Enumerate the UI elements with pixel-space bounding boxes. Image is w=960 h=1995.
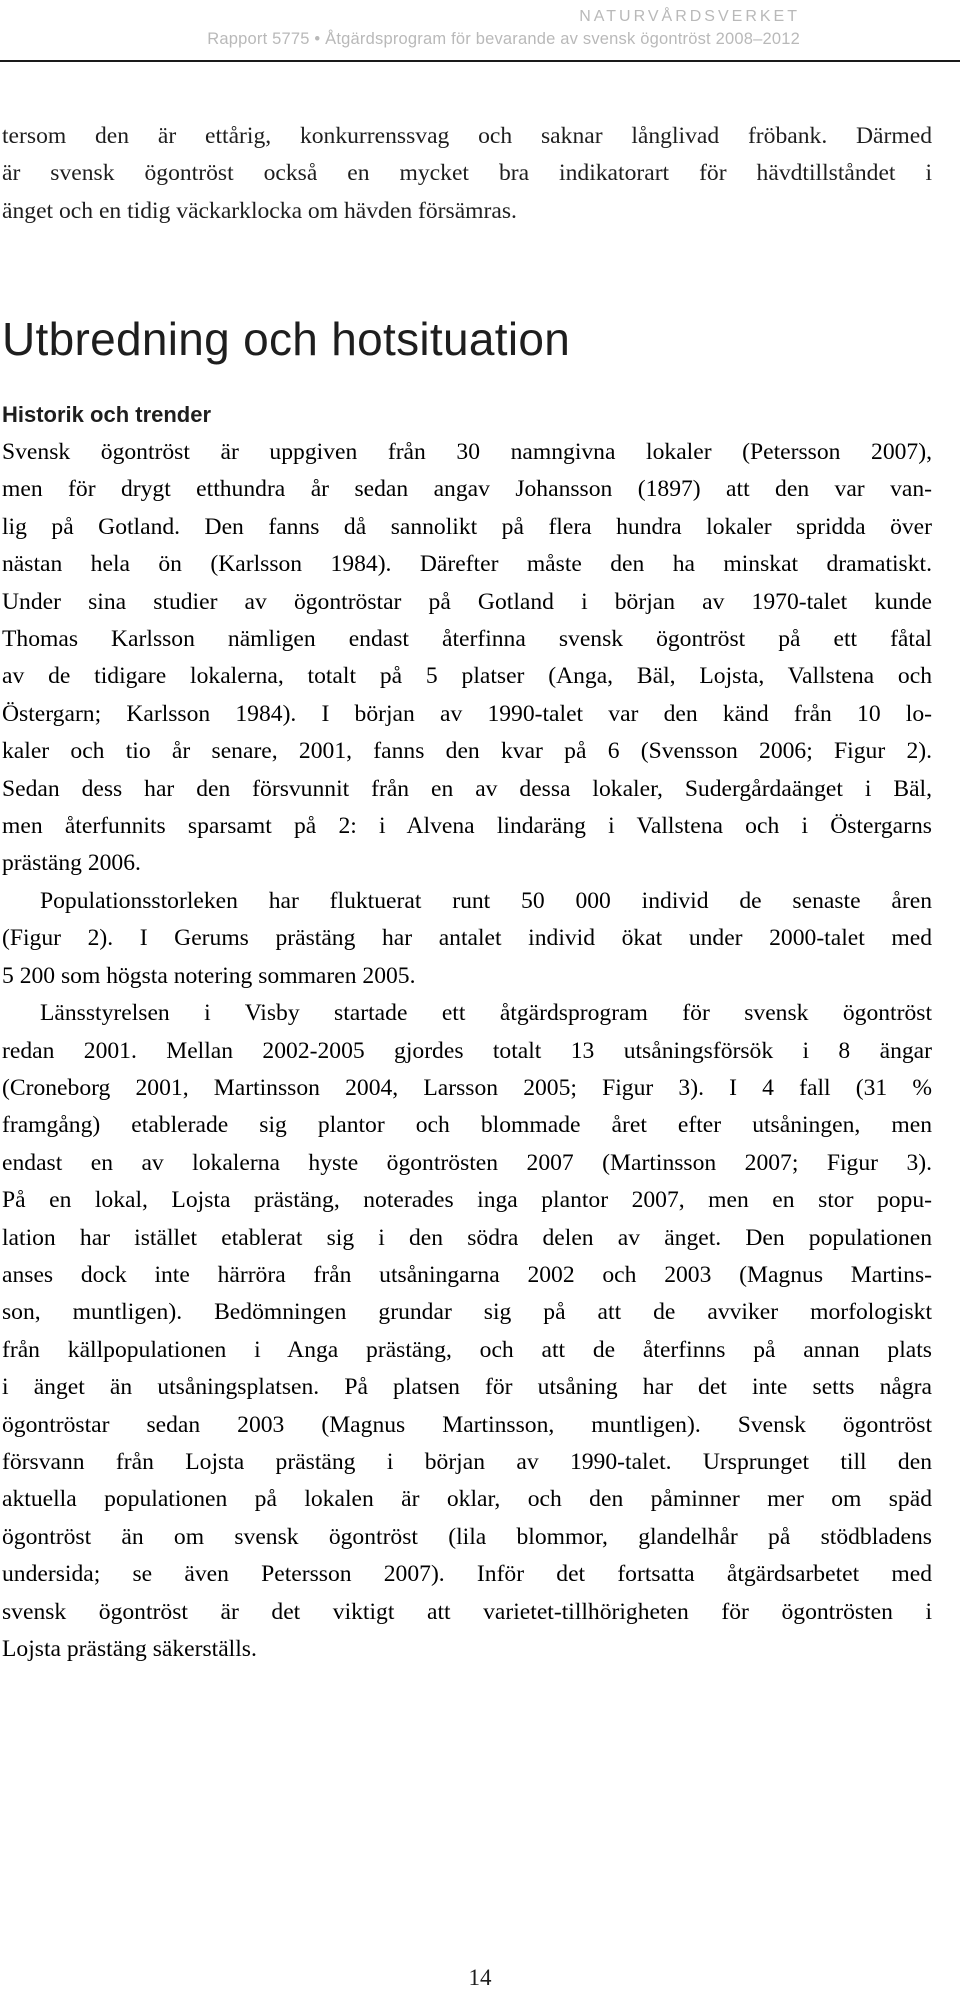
subheading: Historik och trender xyxy=(2,402,212,427)
text-line: undersida; se även Petersson 2007). Inför det fortsatta åtgärdsarbetet med xyxy=(2,1561,932,1588)
text-line: kaler och tio år senare, 2001, fanns den kvar på 6 (Svensson 2006; Figur 2). xyxy=(2,738,932,765)
text-line: i änget än utsåningsplatsen. På platsen för utsåning har det inte setts några xyxy=(2,1374,932,1401)
text-line: Sedan dess har den försvunnit från en av dessa lokaler, Sudergårdaänget i Bäl, xyxy=(2,775,932,802)
organization-name: NATURVÅRDSVERKET xyxy=(579,8,800,25)
text-line: men för drygt etthundra år sedan angav Johansson (1897) att den var van- xyxy=(2,476,932,503)
text-line: lation har istället etablerat sig i den södra delen av änget. Den populationen xyxy=(2,1224,932,1251)
text-line: prästäng 2006. xyxy=(2,850,141,877)
report-title: Rapport 5775 • Åtgärdsprogram för bevarande av svensk ögontröst 2008–2012 xyxy=(207,30,800,48)
text-line: redan 2001. Mellan 2002-2005 gjordes totalt 13 utsåningsförsök i 8 ängar xyxy=(2,1037,932,1064)
text-line: tersom den är ettårig, konkurrenssvag och saknar långlivad fröbank. Därmed xyxy=(2,123,932,149)
text-line: endast en av lokalerna hyste ögontrösten 2007 (Martinsson 2007; Figur 3). xyxy=(2,1149,932,1176)
running-header xyxy=(207,6,800,50)
paragraph xyxy=(2,995,932,1668)
text-line: Länsstyrelsen i Visby startade ett åtgärdsprogram för svensk ögontröst xyxy=(40,1000,932,1027)
text-line: Svensk ögontröst är uppgiven från 30 namngivna lokaler (Petersson 2007), xyxy=(2,439,932,465)
text-line: Lojsta prästäng säkerställs. xyxy=(2,1636,257,1662)
header-rule xyxy=(0,60,960,62)
text-line: ögontröstar sedan 2003 (Magnus Martinsson, muntligen). Svensk ögontröst xyxy=(2,1411,932,1438)
text-line: är svensk ögontröst också en mycket bra indikatorart för hävdtillståndet i xyxy=(2,160,932,187)
text-line: Populationsstorleken har fluktuerat runt 50 000 individ de senaste åren xyxy=(40,887,932,914)
text-line: anses dock inte härröra från utsåningarna 2002 och 2003 (Magnus Martins- xyxy=(2,1261,932,1288)
text-line: framgång) etablerade sig plantor och blommade året efter utsåningen, men xyxy=(2,1112,932,1139)
text-line: Under sina studier av ögontröstar på Gotland i början av 1970-talet kunde xyxy=(2,588,932,615)
text-line: men återfunnits sparsamt på 2: i Alvena lindaräng i Vallstena och i Östergarns xyxy=(2,813,932,840)
text-line: (Figur 2). I Gerums prästäng har antalet individ ökat under 2000-talet med xyxy=(2,925,932,952)
text-line: Östergarn; Karlsson 1984). I början av 1990-talet var den känd från 10 lo- xyxy=(2,700,932,727)
text-line: lig på Gotland. Den fanns då sannolikt på flera hundra lokaler spridda över xyxy=(2,513,932,540)
text-line: änget och en tidig väckarklocka om hävden försämras. xyxy=(2,197,517,224)
intro-paragraph xyxy=(2,118,932,230)
text-line: aktuella populationen på lokalen är oklar, och den påminner mer om späd xyxy=(2,1486,932,1513)
section-title: Utbredning och hotsituation xyxy=(2,313,571,365)
text-line: son, muntligen). Bedömningen grundar sig på att de avviker morfologiskt xyxy=(2,1299,932,1326)
text-line: Thomas Karlsson nämligen endast återfinna svensk ögontröst på ett fåtal xyxy=(2,626,932,653)
text-line: ögontröst än om svensk ögontröst (lila blommor, glandelhår på stödbladens xyxy=(2,1523,932,1550)
text-line: försvann från Lojsta prästäng i början av 1990-talet. Ursprunget till den xyxy=(2,1448,932,1475)
text-line: (Croneborg 2001, Martinsson 2004, Larsson 2005; Figur 3). I 4 fall (31 % xyxy=(2,1074,932,1101)
paragraph xyxy=(2,434,932,883)
page-number: 14 xyxy=(468,1965,492,1990)
text-line: svensk ögontröst är det viktigt att varietet-tillhörigheten för ögontrösten i xyxy=(2,1598,932,1625)
text-line: från källpopulationen i Anga prästäng, och att de återfinns på annan plats xyxy=(2,1336,932,1363)
text-line: av de tidigare lokalerna, totalt på 5 platser (Anga, Bäl, Lojsta, Vallstena och xyxy=(2,663,932,690)
section-body xyxy=(2,434,932,1668)
text-line: På en lokal, Lojsta prästäng, noterades inga plantor 2007, men en stor popu- xyxy=(2,1187,932,1214)
text-line: nästan hela ön (Karlsson 1984). Därefter måste den ha minskat dramatiskt. xyxy=(2,551,932,578)
text-line: 5 200 som högsta notering sommaren 2005. xyxy=(2,962,416,989)
paragraph xyxy=(2,883,932,995)
